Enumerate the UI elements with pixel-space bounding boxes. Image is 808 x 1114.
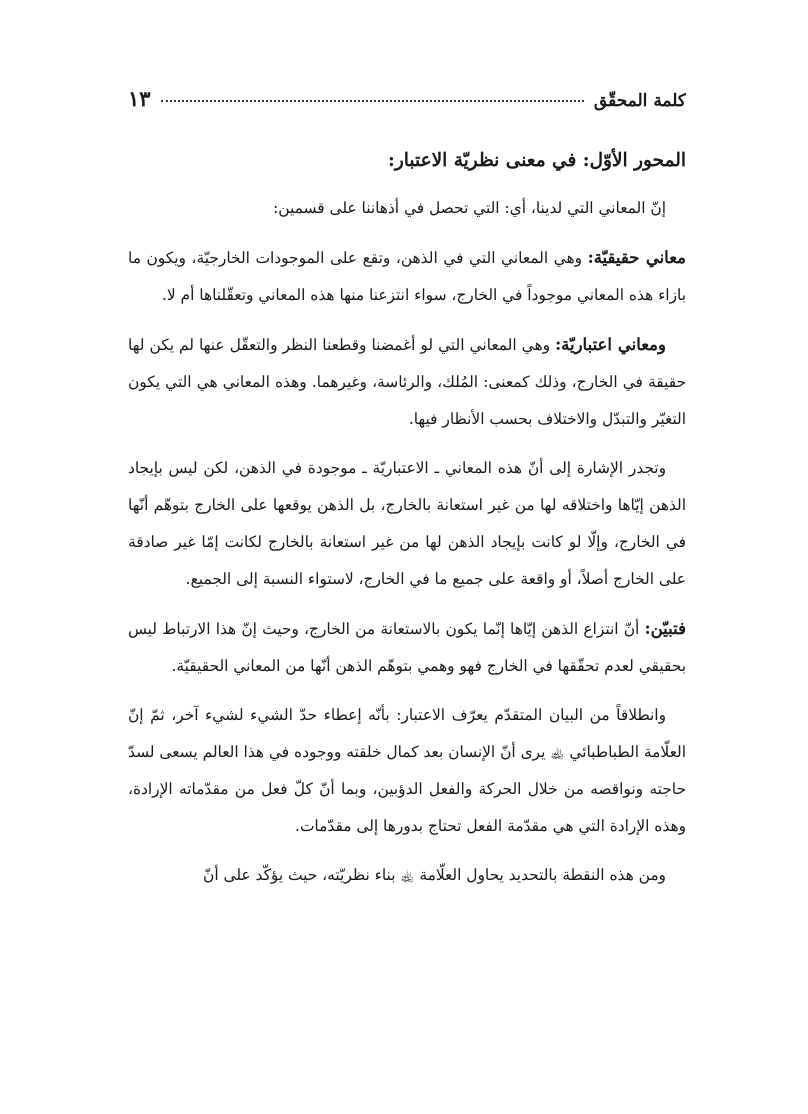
paragraph-text: ومن هذه النقطة بالتحديد يحاول العلّامة ﵀ بناء نظريّته، حيث يؤكّد على أنّ	[203, 866, 666, 884]
paragraph-lead-term: ومعاني اعتباريّة:	[555, 335, 666, 354]
paragraph-real-meanings	[128, 239, 686, 314]
paragraph-conventional-meanings	[128, 326, 686, 438]
paragraph-text: وهي المعاني التي لو أغمضنا وقطعنا النظر والتعقّل عنها لم يكن لها حقيقة في الخارج، وذلك كمعنى: المُلك، والرئاسة، وغيرهما. وهذه المعاني هي التي يكون التغيّر والتبدّل والاختلاف بحسب الأنظار فيها.	[128, 336, 686, 428]
book-page	[128, 86, 686, 906]
page-number: ١٣	[128, 86, 151, 111]
running-header	[128, 86, 686, 120]
paragraph-text: أنّ انتزاع الذهن إيّاها إنّما يكون بالاستعانة من الخارج، وحيث إنّ هذا الارتباط ليس بحقيقي لعدم تحقّقها في الخارج فهو وهمي بتوهّم الذهن أنّها من المعاني الحقيقيّة.	[128, 620, 686, 675]
paragraph-lead-term: فتبيّن:	[644, 619, 686, 638]
section-title: المحور الأوّل: في معنى نظريّة الاعتبار:	[388, 150, 686, 171]
paragraph-text: وتجدر الإشارة إلى أنّ هذه المعاني ـ الاعتباريّة ـ موجودة في الذهن، لكن ليس بإيجاد الذهن إيّاها واختلاقه لها من غير استعانة بالخارج، بل الذهن يوقعها على الخارج بتوهّم أنّها في الخارج، وإلّا لو كانت بإيجاد الذهن لها من غير استعانة بالخارج لكانت إمّا غير صادقة على الخارج أصلاً، أو واقعة على جميع ما في الخارج، لاستواء النسبة إلى الجميع.	[128, 459, 686, 588]
paragraph-conclusion	[128, 610, 686, 685]
paragraph-note	[128, 450, 686, 598]
paragraph-text: إنّ المعاني التي لدينا، أي: التي تحصل في أذهاننا على قسمين:	[273, 199, 666, 217]
paragraph-intro	[128, 190, 686, 227]
paragraph-continuation	[128, 857, 686, 894]
dotted-leader	[161, 100, 584, 102]
paragraph-text: وانطلاقاً من البيان المتقدّم يعرّف الاعتبار: بأنّه إعطاء حدّ الشيء لشيء آخر، ثمّ إنّ العلّامة الطباطبائي ﵀ يرى أنّ الإنسان بعد كمال خلقته ووجوده في هذا العالم يسعى لسدّ حاجته ونواقصه من خلال الحركة والفعل الدؤبين، وبما أنّ كلّ فعل من مقدّماته الإرادة، وهذه الإرادة التي هي مقدّمة الفعل تحتاج بدورها إلى مقدّمات.	[128, 706, 686, 835]
paragraph-definition	[128, 697, 686, 845]
running-header-title: كلمة المحقّق	[593, 91, 686, 111]
paragraph-lead-term: معاني حقيقيّة:	[587, 248, 686, 267]
paragraph-text: وهي المعاني التي في الذهن، وتقع على الموجودات الخارجيّة، ويكون ما بازاء هذه المعاني موجوداً في الخارج، سواء انتزعنا منها هذه المعاني وتعقّلناها أم لا.	[128, 249, 686, 304]
